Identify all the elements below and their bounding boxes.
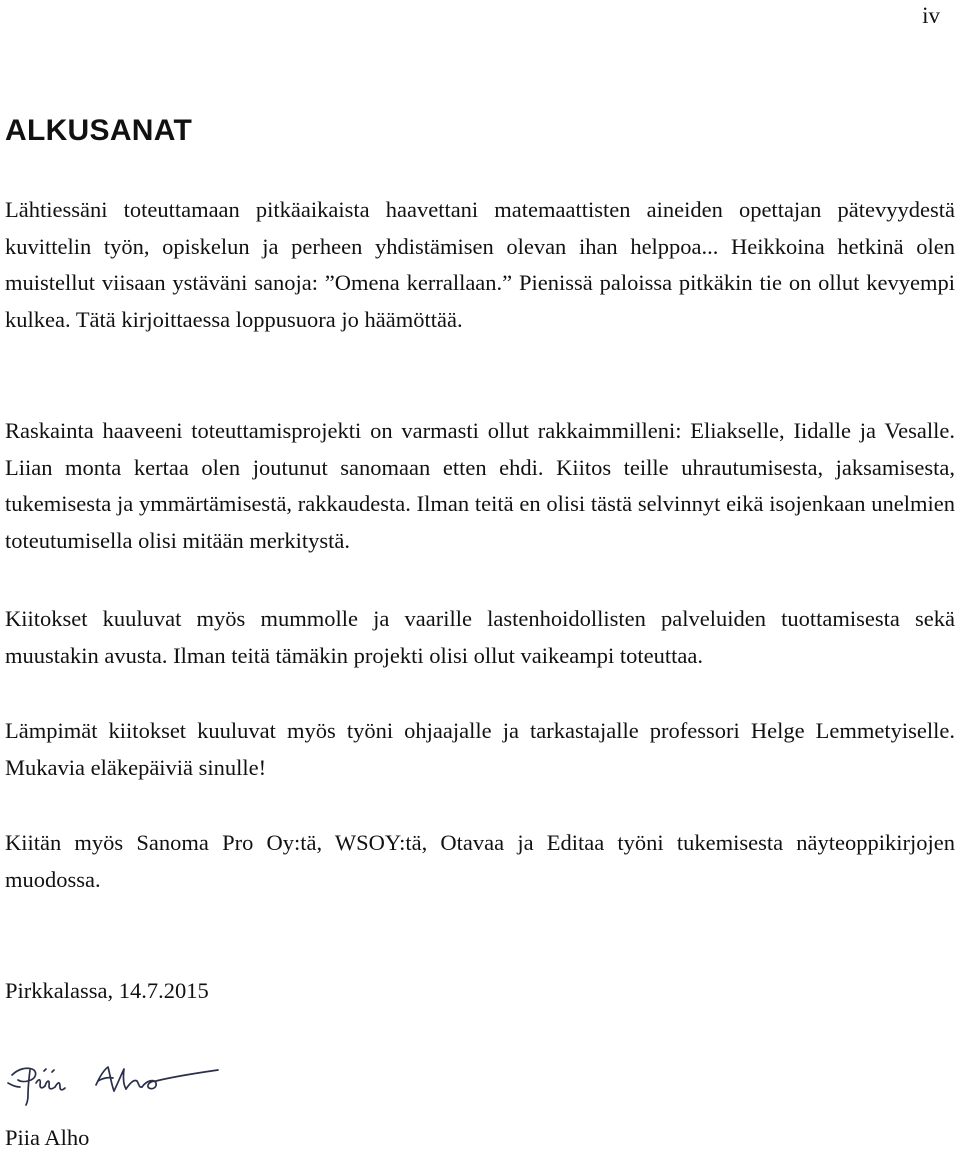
paragraph-3: Kiitokset kuuluvat myös mummolle ja vaarille lastenhoidollisten palveluiden tuottamisesta sekä muustakin avusta. Ilman teitä tämäkin projekti olisi ollut vaikeampi toteuttaa. bbox=[5, 606, 955, 668]
handwritten-signature bbox=[0, 1045, 230, 1111]
page-title: ALKUSANAT bbox=[5, 114, 193, 147]
paragraph-1: Lähtiessäni toteuttamaan pitkäaikaista haavettani matemaattisten aineiden opettajan pätevyydestä kuvittelin työn, opiskelun ja perheen yhdistämisen olevan ihan helppoa... Heikkoina hetkinä olen muistellut viisaan ystäväni sanoja: ”Omena kerrallaan.” Pienissä paloissa pitkäkin tie on ollut kevyempi kulkea. Tätä kirjoittaessa loppusuora jo häämöttää. bbox=[5, 197, 955, 332]
signer-name: Piia Alho bbox=[5, 1125, 90, 1150]
paragraph-2: Raskainta haaveeni toteuttamisprojekti on varmasti ollut rakkaimmilleni: Eliakselle, Iidalle ja Vesalle. Liian monta kertaa olen joutunut sanomaan etten ehdi. Kiitos teille uhrautumisesta, jaksamisesta, tukemisesta ja ymmärtämisestä, rakkaudesta. Ilman teitä en olisi tästä selvinnyt eikä isojenkaan unelmien toteutumisella olisi mitään merkitystä. bbox=[5, 418, 955, 553]
place-and-date: Pirkkalassa, 14.7.2015 bbox=[5, 978, 209, 1003]
paragraph-5: Kiitän myös Sanoma Pro Oy:tä, WSOY:tä, Otavaa ja Editaa työni tukemisesta näyteoppikirjojen muodossa. bbox=[5, 830, 955, 892]
paragraph-4: Lämpimät kiitokset kuuluvat myös työni ohjaajalle ja tarkastajalle professori Helge Lemmetyiselle. Mukavia eläkepäiviä sinulle! bbox=[5, 718, 955, 780]
page-number: iv bbox=[922, 3, 940, 28]
